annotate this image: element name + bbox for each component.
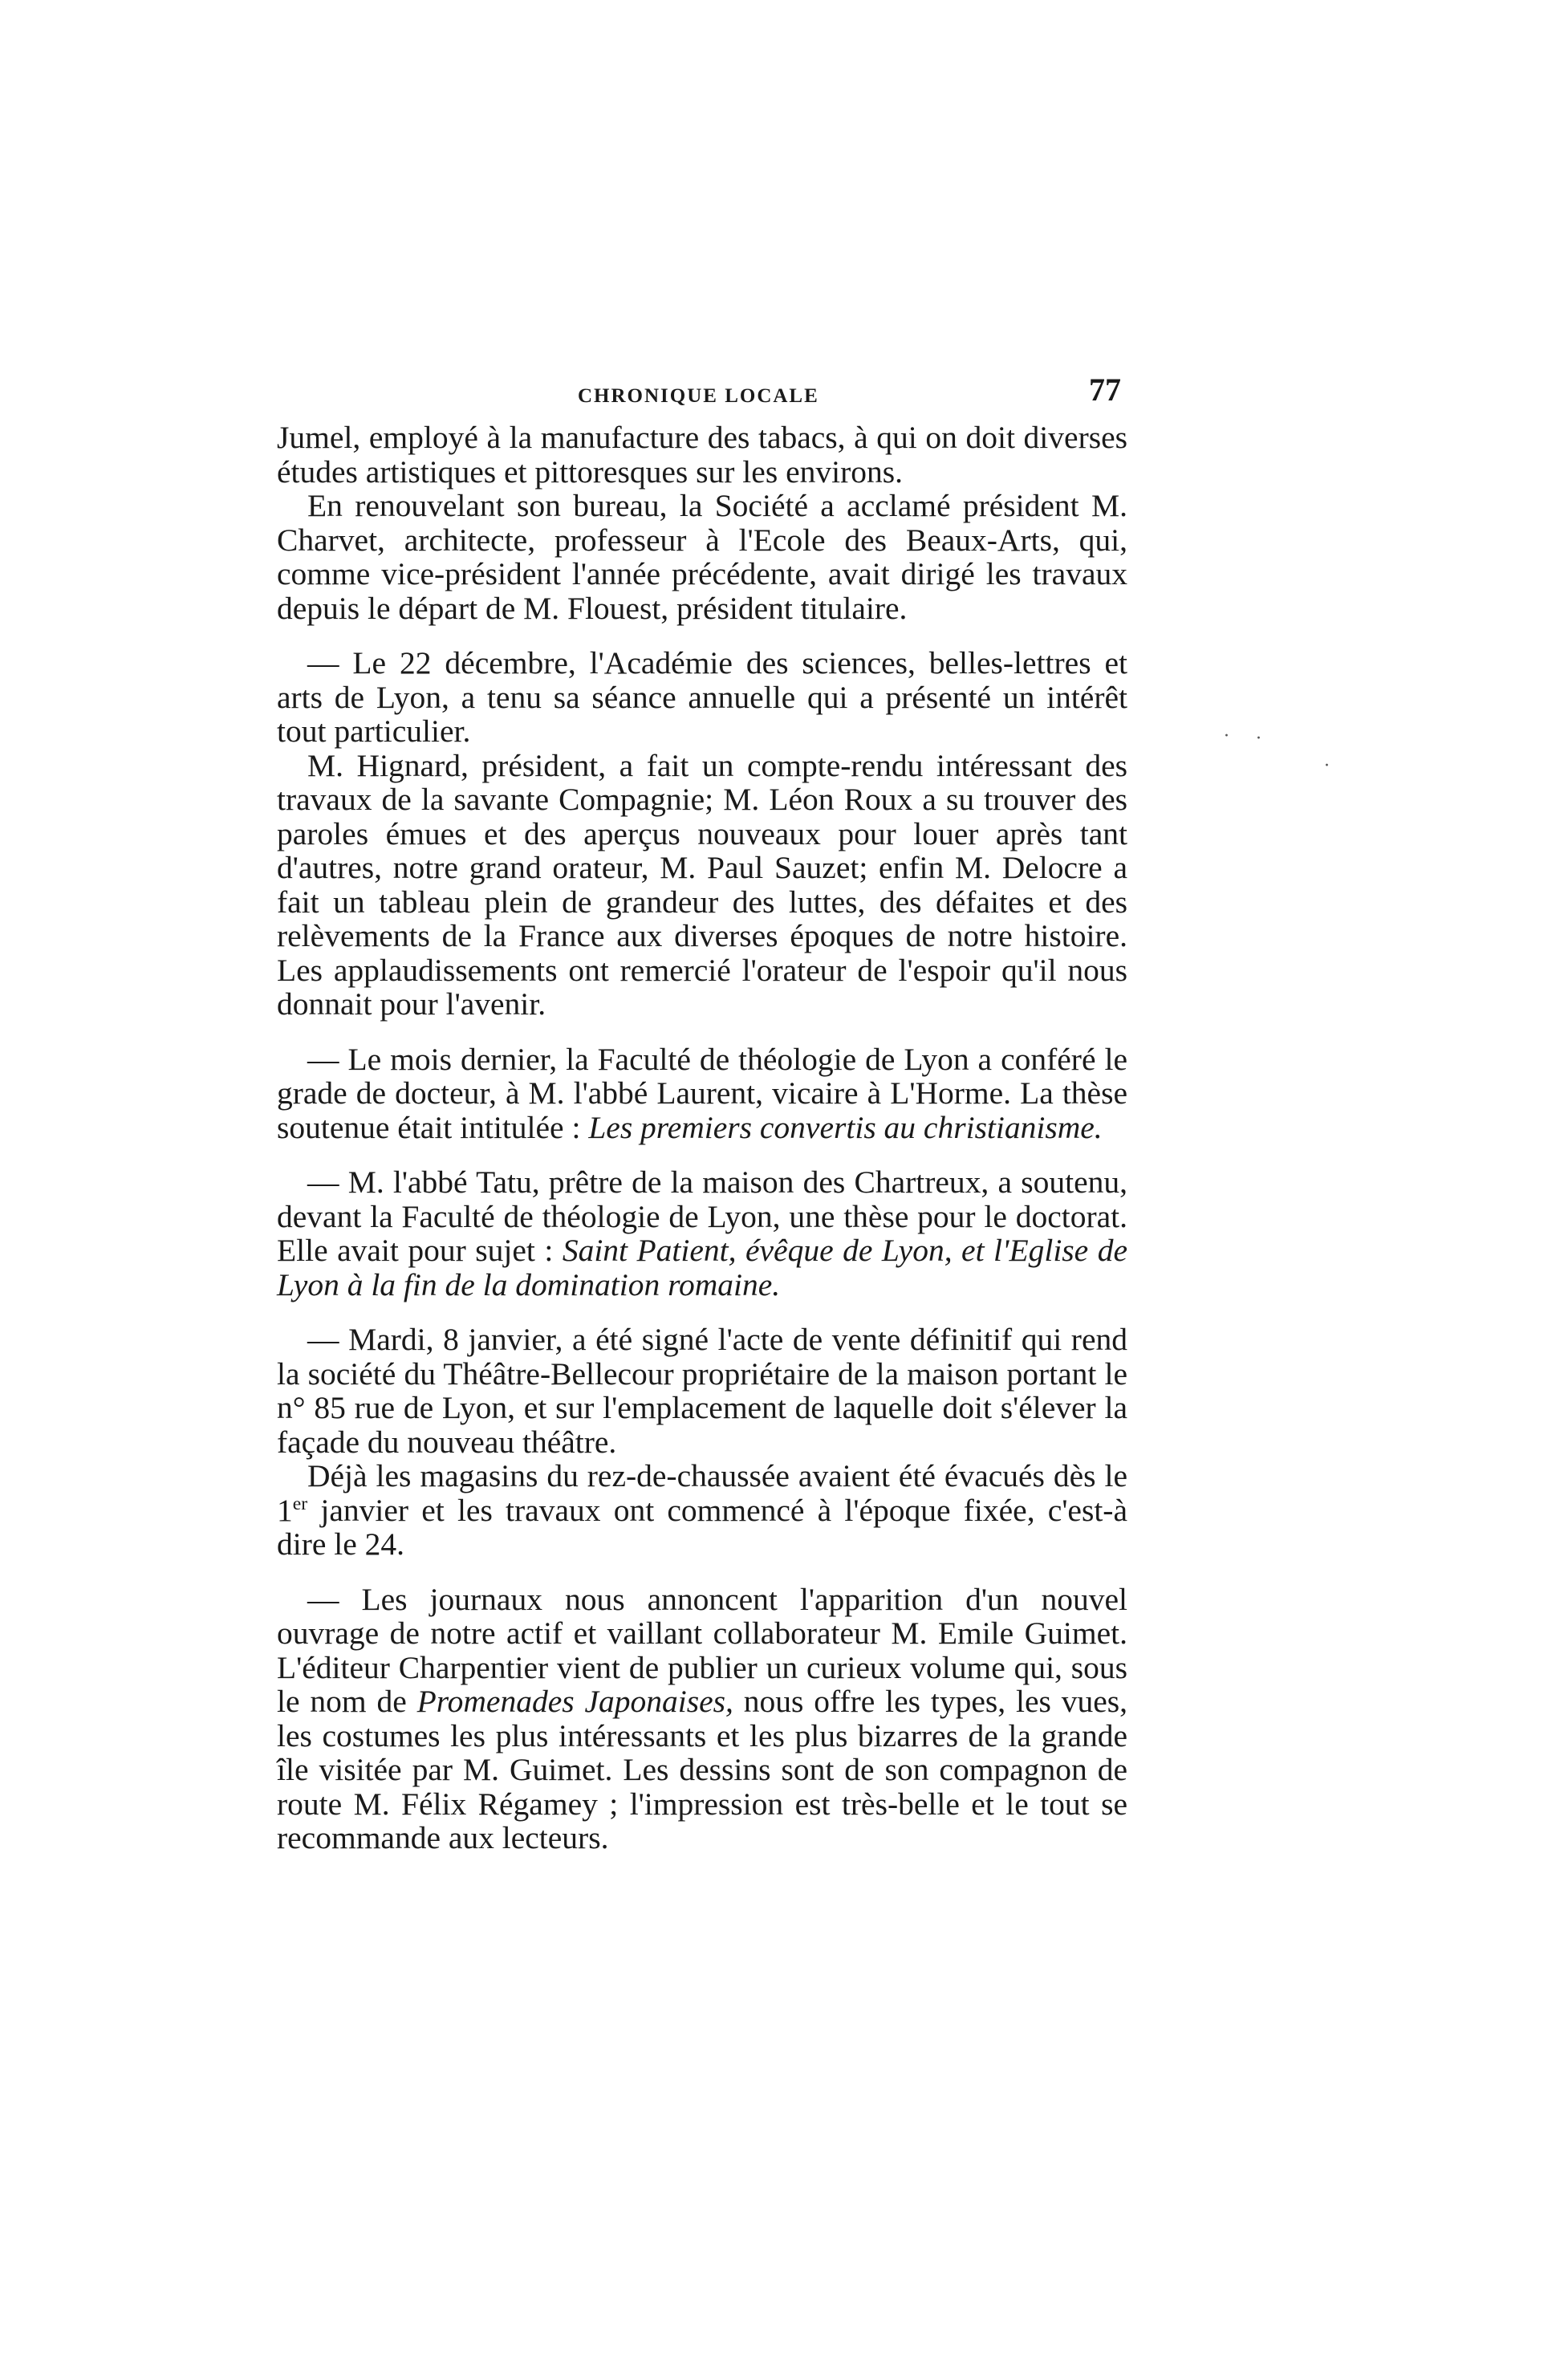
paragraph-guimet — [277, 1583, 1127, 1855]
paragraph-text: M. Hignard, président, a fait un compte-rendu intéressant des travaux de la savante Compagnie; M. Léon Roux a su trouver des paroles émues et des aperçus nouveaux pour louer après tant d'autres, notre grand orateur, M. Paul Sauzet; enfin M. Delocre a fait un tableau plein de grandeur des luttes, des défaites et des relèvements de la France aux diverses époques de notre histoire. Les applaudissements ont remercié l'orateur de l'espoir qu'il nous donnait pour l'avenir. — [277, 747, 1127, 1022]
page-number: 77 — [1089, 372, 1121, 408]
paragraph-jumel — [277, 421, 1127, 489]
paragraph-text: — M. l'abbé Tatu, prêtre de la maison des Chartreux, a soutenu, devant la Faculté de théologie de Lyon, une thèse pour le doctorat. Elle avait pour sujet : — [277, 1164, 1127, 1268]
scan-speck: · — [1324, 756, 1330, 776]
paragraph-text: — Le mois dernier, la Faculté de théologie de Lyon a conféré le grade de docteur, à M. l'abbé Laurent, vicaire à L'Horme. La thèse soutenue était intitulée : — [277, 1041, 1127, 1145]
paragraph-academie — [277, 646, 1127, 749]
page-header — [277, 371, 1127, 419]
thesis-title: Les premiers convertis au christianisme. — [588, 1109, 1103, 1145]
paragraph-theatre — [277, 1323, 1127, 1459]
paragraph-faculte — [277, 1042, 1127, 1145]
thesis-title: Saint Patient, évêque de Lyon, et l'Eglise de Lyon à la fin de la domination romaine. — [277, 1233, 1127, 1302]
paragraph-bureau — [277, 489, 1127, 625]
book-title: Promenades Japonaises, — [416, 1684, 733, 1719]
paragraph-text: — Mardi, 8 janvier, a été signé l'acte de vente définitif qui rend la société du Théâtre-Bellecour propriétaire de la maison portant le n° 85 rue de Lyon, et sur l'emplacement de laquelle doit s'élever la façade du nouveau théâtre. — [277, 1322, 1127, 1460]
scan-speck: · — [1224, 726, 1229, 746]
paragraph-text: — Le 22 décembre, l'Académie des sciences, belles-lettres et arts de Lyon, a tenu sa séance annuelle qui a présenté un intérêt tout particulier. — [277, 645, 1127, 749]
paragraph-magasins — [277, 1459, 1127, 1562]
paragraph-text: Jumel, employé à la manufacture des tabacs, à qui on doit diverses études artistiques et pittoresques sur les environs. — [277, 420, 1127, 490]
paragraph-tatu — [277, 1165, 1127, 1302]
body-text — [277, 421, 1127, 1855]
paragraph-text: janvier et les travaux ont commencé à l'époque fixée, c'est-à dire le 24. — [277, 1492, 1127, 1562]
scan-speck: · — [1256, 729, 1261, 749]
paragraph-hignard — [277, 749, 1127, 1022]
paragraph-text: Déjà les magasins du rez-de-chaussée avaient été évacués dès le 1 — [277, 1458, 1127, 1528]
paragraph-text: — Les journaux nous annoncent l'apparition d'un nouvel ouvrage de notre actif et vaillant collaborateur M. Emile Guimet. L'éditeur Charpentier vient de publier un curieux volume qui, sous le nom de — [277, 1581, 1127, 1719]
running-head: CHRONIQUE LOCALE — [578, 385, 819, 407]
paragraph-text: nous offre les types, les vues, les costumes les plus intéressants et les plus bizarres de la grande île visitée par M. Guimet. Les dessins sont de son compagnon de route M. Félix Régamey ; l'impression est très-belle et le tout se recommande aux lecteurs. — [277, 1684, 1127, 1855]
ordinal-superscript: er — [292, 1493, 308, 1514]
paragraph-text: En renouvelant son bureau, la Société a acclamé président M. Charvet, architecte, professeur à l'Ecole des Beaux-Arts, qui, comme vice-président l'année précédente, avait dirigé les travaux depuis le départ de M. Flouest, président titulaire. — [277, 488, 1127, 626]
